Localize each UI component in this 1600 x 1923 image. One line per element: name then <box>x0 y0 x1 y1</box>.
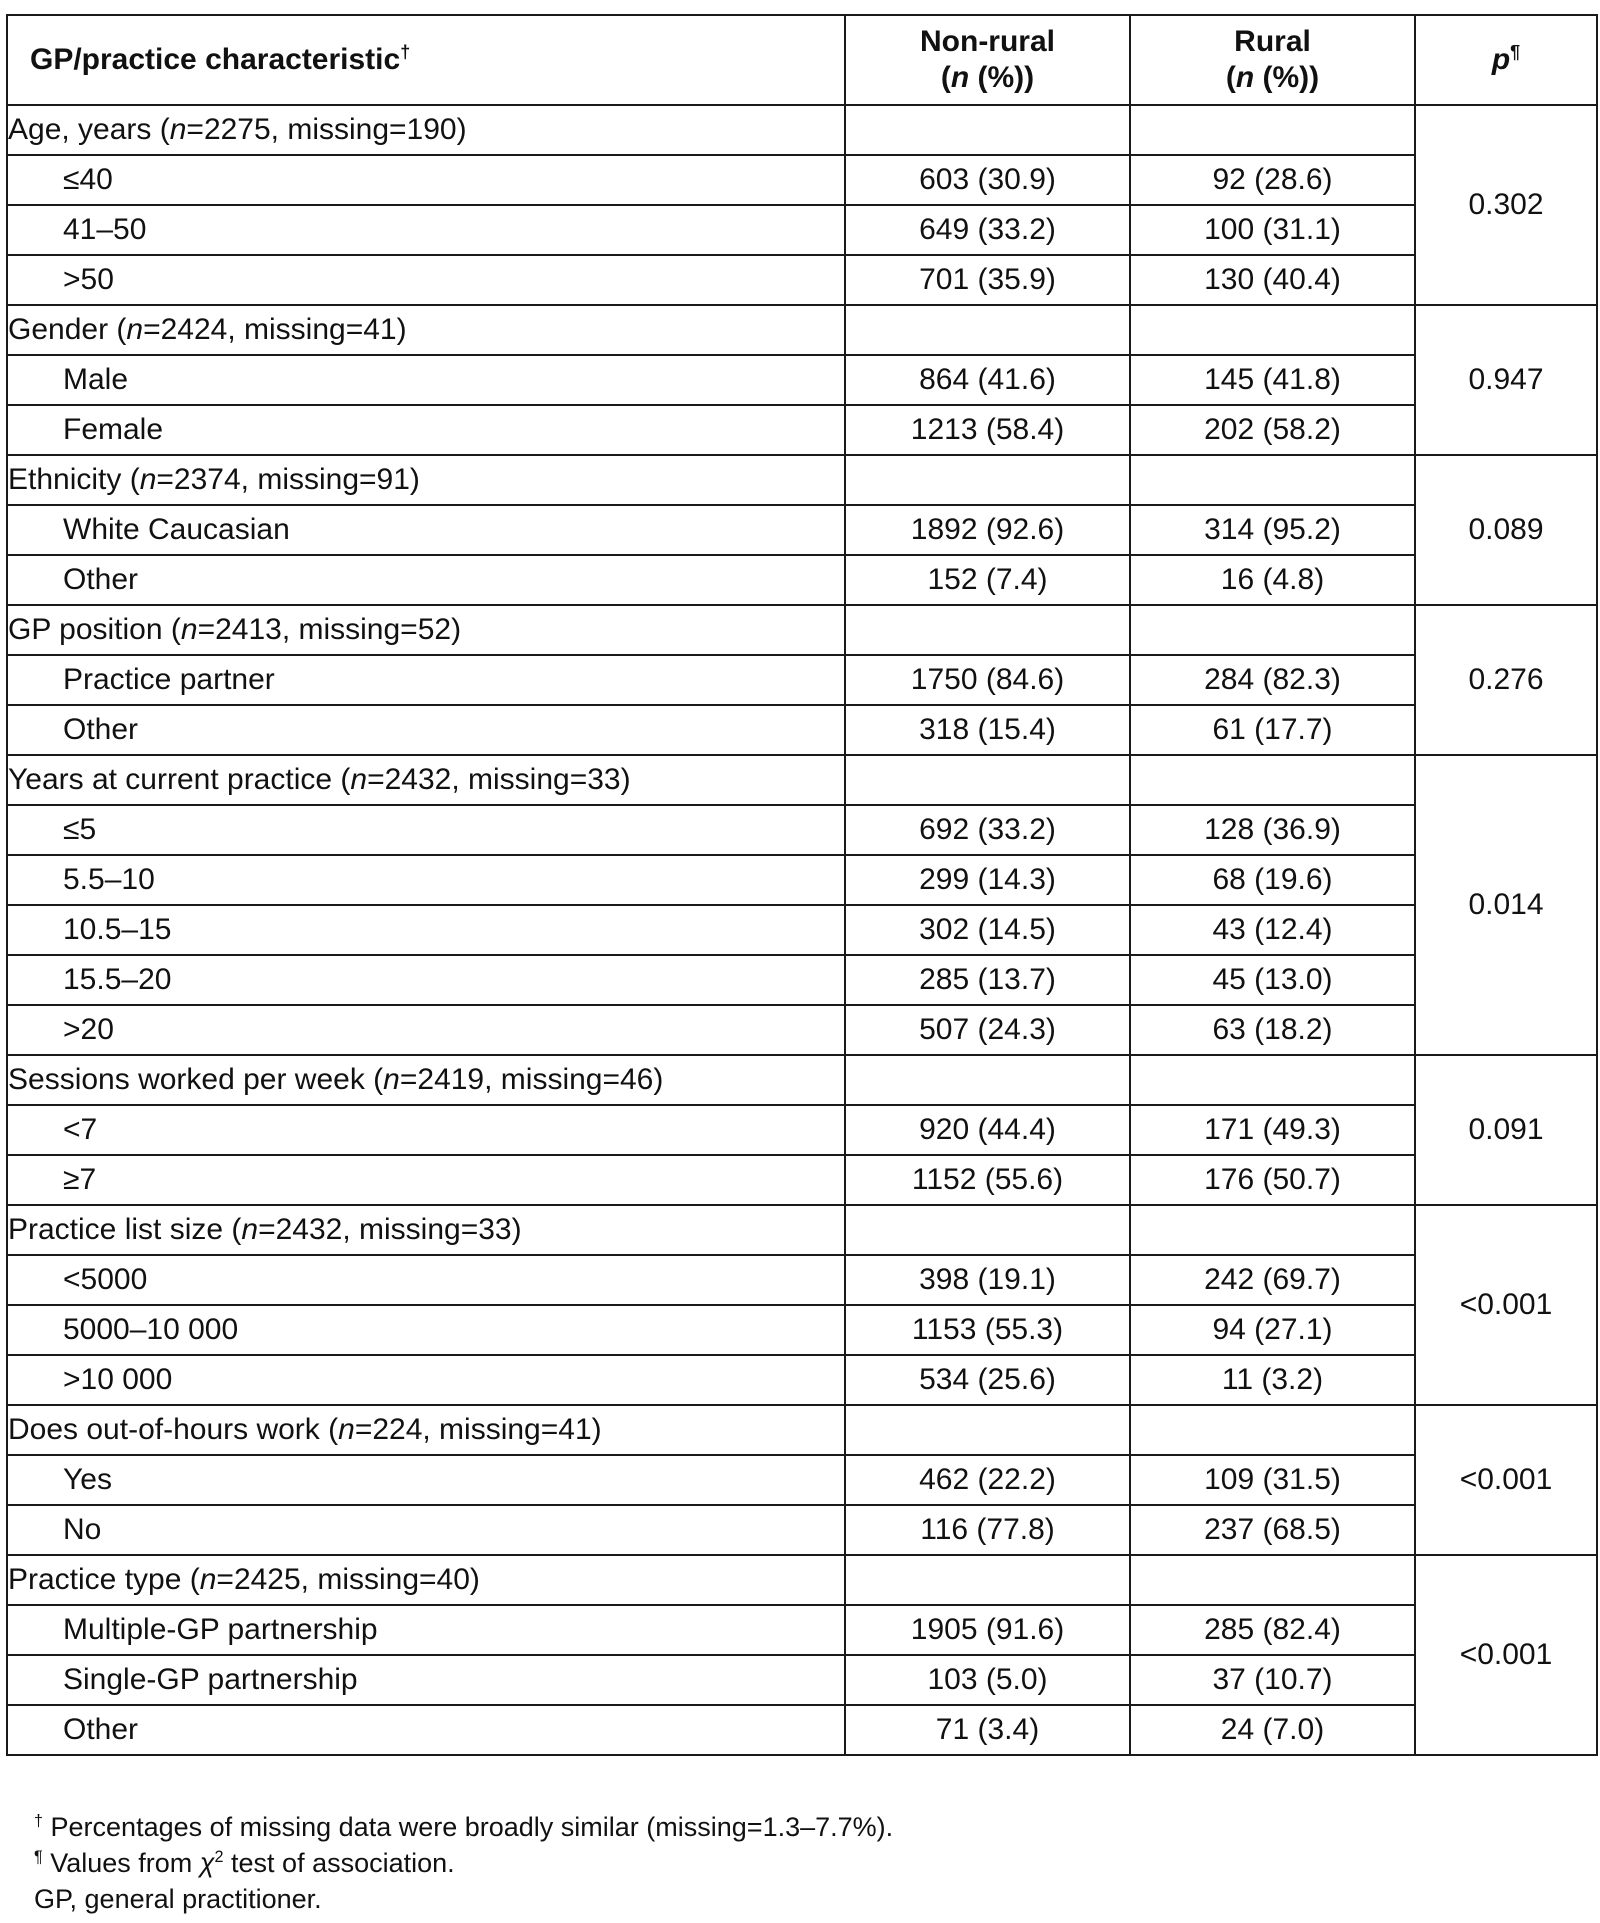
group-label-text: =2413, missing=52) <box>197 613 462 646</box>
n-symbol: n <box>241 1213 259 1246</box>
row-label: ≤40 <box>7 155 845 205</box>
header-p-value <box>1415 15 1597 105</box>
n-symbol: n <box>199 1563 217 1596</box>
rural-cell: 237 (68.5) <box>1130 1505 1415 1555</box>
table-row <box>7 805 1597 855</box>
non-rural-cell: 398 (19.1) <box>845 1255 1130 1305</box>
non-rural-cell <box>845 105 1130 155</box>
group-label-text: Years at current practice ( <box>8 763 351 796</box>
rural-cell <box>1130 755 1415 805</box>
header-non-rural <box>845 15 1130 105</box>
group-label-text: =2275, missing=190) <box>186 113 467 146</box>
non-rural-cell <box>845 455 1130 505</box>
header-non-rural-label: Non-rural <box>920 25 1055 58</box>
non-rural-cell: 462 (22.2) <box>845 1455 1130 1505</box>
row-label: 41–50 <box>7 205 845 255</box>
group-label-text: Does out-of-hours work ( <box>8 1413 339 1446</box>
row-label: 15.5–20 <box>7 955 845 1005</box>
table-row <box>7 855 1597 905</box>
n-symbol: n <box>350 763 368 796</box>
row-label: Yes <box>7 1455 845 1505</box>
header-rural <box>1130 15 1415 105</box>
table-row <box>7 405 1597 455</box>
group-label <box>7 455 845 505</box>
p-value-cell: 0.014 <box>1415 755 1597 1055</box>
rural-cell: 145 (41.8) <box>1130 355 1415 405</box>
row-label: Other <box>7 555 845 605</box>
table-row <box>7 705 1597 755</box>
row-label: Multiple-GP partnership <box>7 1605 845 1655</box>
group-label-text: =2432, missing=33) <box>258 1213 522 1246</box>
non-rural-cell: 1750 (84.6) <box>845 655 1130 705</box>
non-rural-cell: 152 (7.4) <box>845 555 1130 605</box>
p-value-cell: 0.089 <box>1415 455 1597 605</box>
rural-cell <box>1130 605 1415 655</box>
group-label-text: Gender ( <box>8 313 127 346</box>
n-symbol: n <box>169 113 187 146</box>
non-rural-cell: 603 (30.9) <box>845 155 1130 205</box>
group-label-text: GP position ( <box>8 613 181 646</box>
row-label: >20 <box>7 1005 845 1055</box>
non-rural-cell: 864 (41.6) <box>845 355 1130 405</box>
p-value-cell: 0.302 <box>1415 105 1597 305</box>
header-rural-unit <box>1131 60 1414 96</box>
group-label-text: =2432, missing=33) <box>367 763 631 796</box>
group-header-row <box>7 605 1597 655</box>
n-symbol: n <box>338 1413 355 1446</box>
rural-cell: 284 (82.3) <box>1130 655 1415 705</box>
row-label: ≤5 <box>7 805 845 855</box>
non-rural-cell: 318 (15.4) <box>845 705 1130 755</box>
non-rural-cell: 302 (14.5) <box>845 905 1130 955</box>
rural-cell: 94 (27.1) <box>1130 1305 1415 1355</box>
row-label: Single-GP partnership <box>7 1655 845 1705</box>
rural-cell: 61 (17.7) <box>1130 705 1415 755</box>
rural-cell: 11 (3.2) <box>1130 1355 1415 1405</box>
rural-cell <box>1130 1555 1415 1605</box>
rural-cell: 130 (40.4) <box>1130 255 1415 305</box>
non-rural-cell: 701 (35.9) <box>845 255 1130 305</box>
rural-cell: 24 (7.0) <box>1130 1705 1415 1755</box>
group-label-text: =2424, missing=41) <box>143 313 407 346</box>
rural-cell <box>1130 105 1415 155</box>
group-label-text: Practice list size ( <box>8 1213 242 1246</box>
table-row <box>7 1705 1597 1755</box>
group-label-text: =224, missing=41) <box>354 1413 602 1446</box>
group-header-row <box>7 755 1597 805</box>
row-label: Other <box>7 1705 845 1755</box>
rural-cell: 43 (12.4) <box>1130 905 1415 955</box>
row-label: 5.5–10 <box>7 855 845 905</box>
group-label <box>7 305 845 355</box>
n-symbol: n <box>139 463 157 496</box>
table-row <box>7 1155 1597 1205</box>
footnote-text: Values from <box>42 1848 200 1878</box>
p-value-cell: <0.001 <box>1415 1405 1597 1555</box>
rural-cell: 242 (69.7) <box>1130 1255 1415 1305</box>
rural-cell <box>1130 455 1415 505</box>
table-row <box>7 1655 1597 1705</box>
header-row <box>7 15 1597 105</box>
non-rural-cell <box>845 1555 1130 1605</box>
table-row <box>7 1005 1597 1055</box>
group-label <box>7 1205 845 1255</box>
row-label: Practice partner <box>7 655 845 705</box>
pilcrow-mark: ¶ <box>1510 42 1521 62</box>
header-characteristic-label: GP/practice characteristic <box>30 43 401 76</box>
group-header-row <box>7 305 1597 355</box>
non-rural-cell <box>845 1405 1130 1455</box>
footnote-abbreviation: GP, general practitioner. <box>34 1884 322 1914</box>
footnote-text: test of association. <box>223 1848 455 1878</box>
n-symbol: n <box>1235 61 1255 94</box>
group-label <box>7 605 845 655</box>
rural-cell: 92 (28.6) <box>1130 155 1415 205</box>
paren: ( <box>940 61 951 94</box>
group-label <box>7 105 845 155</box>
dagger-mark: † <box>34 1812 44 1830</box>
rural-cell: 100 (31.1) <box>1130 205 1415 255</box>
rural-cell: 202 (58.2) <box>1130 405 1415 455</box>
row-label: >50 <box>7 255 845 305</box>
row-label: Male <box>7 355 845 405</box>
p-value-cell: <0.001 <box>1415 1205 1597 1405</box>
paren: (%)) <box>969 61 1035 94</box>
non-rural-cell <box>845 1055 1130 1105</box>
p-value-cell: 0.276 <box>1415 605 1597 755</box>
table-row <box>7 505 1597 555</box>
non-rural-cell: 534 (25.6) <box>845 1355 1130 1405</box>
non-rural-cell: 692 (33.2) <box>845 805 1130 855</box>
group-label-text: =2374, missing=91) <box>156 463 420 496</box>
rural-cell: 128 (36.9) <box>1130 805 1415 855</box>
group-label-text: =2419, missing=46) <box>399 1063 664 1096</box>
table-row <box>7 905 1597 955</box>
non-rural-cell: 920 (44.4) <box>845 1105 1130 1155</box>
paren: ( <box>1225 61 1236 94</box>
table-row <box>7 1305 1597 1355</box>
footnote-pilcrow <box>34 1845 893 1881</box>
row-label: 5000–10 000 <box>7 1305 845 1355</box>
group-header-row <box>7 1555 1597 1605</box>
non-rural-cell: 1153 (55.3) <box>845 1305 1130 1355</box>
table-body <box>7 105 1597 1755</box>
footnotes <box>34 1809 893 1917</box>
rural-cell: 63 (18.2) <box>1130 1005 1415 1055</box>
table-row <box>7 1605 1597 1655</box>
rural-cell: 314 (95.2) <box>1130 505 1415 555</box>
header-rural-label: Rural <box>1234 25 1311 58</box>
group-header-row <box>7 1055 1597 1105</box>
p-value-cell: 0.947 <box>1415 305 1597 455</box>
paren: (%)) <box>1254 61 1320 94</box>
rural-cell <box>1130 1205 1415 1255</box>
p-value-cell: 0.091 <box>1415 1055 1597 1205</box>
rural-cell: 171 (49.3) <box>1130 1105 1415 1155</box>
non-rural-cell: 507 (24.3) <box>845 1005 1130 1055</box>
chi-symbol: χ <box>199 1848 215 1878</box>
non-rural-cell: 649 (33.2) <box>845 205 1130 255</box>
rural-cell <box>1130 1055 1415 1105</box>
group-label <box>7 1055 845 1105</box>
rural-cell: 37 (10.7) <box>1130 1655 1415 1705</box>
rural-cell: 16 (4.8) <box>1130 555 1415 605</box>
group-header-row <box>7 1405 1597 1455</box>
table-row <box>7 1455 1597 1505</box>
table-row <box>7 355 1597 405</box>
table-row <box>7 955 1597 1005</box>
non-rural-cell: 103 (5.0) <box>845 1655 1130 1705</box>
non-rural-cell: 285 (13.7) <box>845 955 1130 1005</box>
superscript: 2 <box>214 1848 224 1866</box>
non-rural-cell: 1892 (92.6) <box>845 505 1130 555</box>
row-label: White Caucasian <box>7 505 845 555</box>
non-rural-cell: 71 (3.4) <box>845 1705 1130 1755</box>
n-symbol: n <box>180 613 198 646</box>
p-symbol: p <box>1491 43 1511 76</box>
rural-cell: 45 (13.0) <box>1130 955 1415 1005</box>
rural-cell: 109 (31.5) <box>1130 1455 1415 1505</box>
pilcrow-mark: ¶ <box>34 1848 43 1866</box>
rural-cell: 176 (50.7) <box>1130 1155 1415 1205</box>
characteristics-table <box>6 14 1598 1756</box>
header-characteristic <box>7 15 845 105</box>
row-label: Other <box>7 705 845 755</box>
group-header-row <box>7 105 1597 155</box>
non-rural-cell <box>845 755 1130 805</box>
rural-cell <box>1130 1405 1415 1455</box>
row-label: Female <box>7 405 845 455</box>
table-row <box>7 1105 1597 1155</box>
group-label-text: =2425, missing=40) <box>216 1563 480 1596</box>
footnote-dagger <box>34 1809 893 1845</box>
table-row <box>7 555 1597 605</box>
group-label-text: Sessions worked per week ( <box>8 1063 384 1096</box>
table-row <box>7 1255 1597 1305</box>
row-label: 10.5–15 <box>7 905 845 955</box>
row-label: >10 000 <box>7 1355 845 1405</box>
row-label: <7 <box>7 1105 845 1155</box>
non-rural-cell: 299 (14.3) <box>845 855 1130 905</box>
group-label <box>7 1555 845 1605</box>
table-row <box>7 1505 1597 1555</box>
group-label-text: Age, years ( <box>8 113 170 146</box>
row-label: <5000 <box>7 1255 845 1305</box>
group-header-row <box>7 455 1597 505</box>
row-label: ≥7 <box>7 1155 845 1205</box>
row-label: No <box>7 1505 845 1555</box>
non-rural-cell: 116 (77.8) <box>845 1505 1130 1555</box>
header-non-rural-unit <box>846 60 1129 96</box>
footnote-dagger-text: Percentages of missing data were broadly similar (missing=1.3–7.7%). <box>43 1812 894 1842</box>
non-rural-cell: 1213 (58.4) <box>845 405 1130 455</box>
non-rural-cell: 1152 (55.6) <box>845 1155 1130 1205</box>
non-rural-cell <box>845 305 1130 355</box>
group-label <box>7 755 845 805</box>
rural-cell: 285 (82.4) <box>1130 1605 1415 1655</box>
n-symbol: n <box>126 313 144 346</box>
non-rural-cell <box>845 1205 1130 1255</box>
table-row <box>7 1355 1597 1405</box>
n-symbol: n <box>383 1063 400 1096</box>
rural-cell: 68 (19.6) <box>1130 855 1415 905</box>
group-label-text: Ethnicity ( <box>8 463 140 496</box>
group-label <box>7 1405 845 1455</box>
group-header-row <box>7 1205 1597 1255</box>
non-rural-cell <box>845 605 1130 655</box>
p-value-cell: <0.001 <box>1415 1555 1597 1755</box>
non-rural-cell: 1905 (91.6) <box>845 1605 1130 1655</box>
table-row <box>7 255 1597 305</box>
table-row <box>7 205 1597 255</box>
table-row <box>7 155 1597 205</box>
table-row <box>7 655 1597 705</box>
rural-cell <box>1130 305 1415 355</box>
dagger-mark: † <box>400 42 411 62</box>
n-symbol: n <box>950 61 970 94</box>
group-label-text: Practice type ( <box>8 1563 200 1596</box>
